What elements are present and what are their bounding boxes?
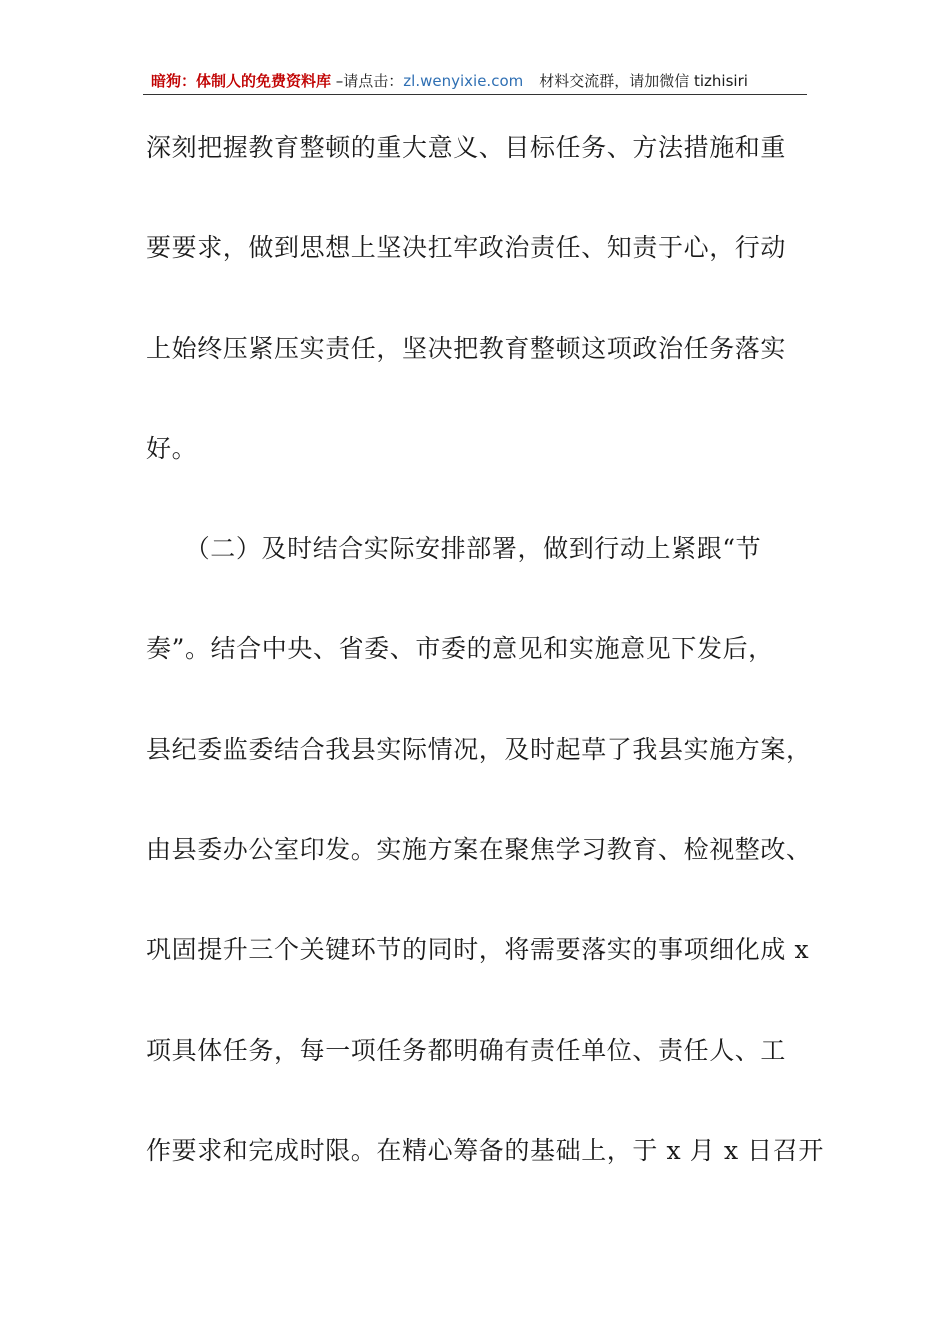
body-line: 要要求，做到思想上坚决扛牢政治责任、知责于心，行动 [146, 233, 787, 263]
section-heading-line: （二）及时结合实际安排部署，做到行动上紧跟“节 [146, 534, 762, 564]
body-line: 作要求和完成时限。在精心筹备的基础上，于 x 月 x 日召开 [146, 1135, 824, 1165]
header-wechat-note: 材料交流群，请加微信 tizhisiri [539, 72, 748, 90]
body-line: 县纪委监委结合我县实际情况，及时起草了我县实施方案， [146, 734, 812, 764]
header-url-link[interactable]: zl.wenyixie.com [403, 72, 524, 90]
page-header [143, 68, 807, 95]
body-line: 上始终压紧压实责任，坚决把教育整顿这项政治任务落实 [146, 333, 787, 363]
body-line: 巩固提升三个关键环节的同时，将需要落实的事项细化成 x [146, 935, 810, 965]
body-line: 深刻把握教育整顿的重大意义、目标任务、方法措施和重 [146, 133, 787, 162]
document-body [146, 118, 824, 1221]
header-prompt: –请点击： [331, 72, 404, 90]
header-brand: 暗狗：体制人的免费资料库 [151, 72, 332, 90]
body-line: 由县委办公室印发。实施方案在聚焦学习教育、检视整改、 [146, 835, 812, 865]
body-line: 好。 [146, 433, 198, 463]
body-line: 项具体任务，每一项任务都明确有责任单位、责任人、工 [146, 1035, 787, 1065]
body-line: 奏”。结合中央、省委、市委的意见和实施意见下发后， [146, 634, 774, 664]
